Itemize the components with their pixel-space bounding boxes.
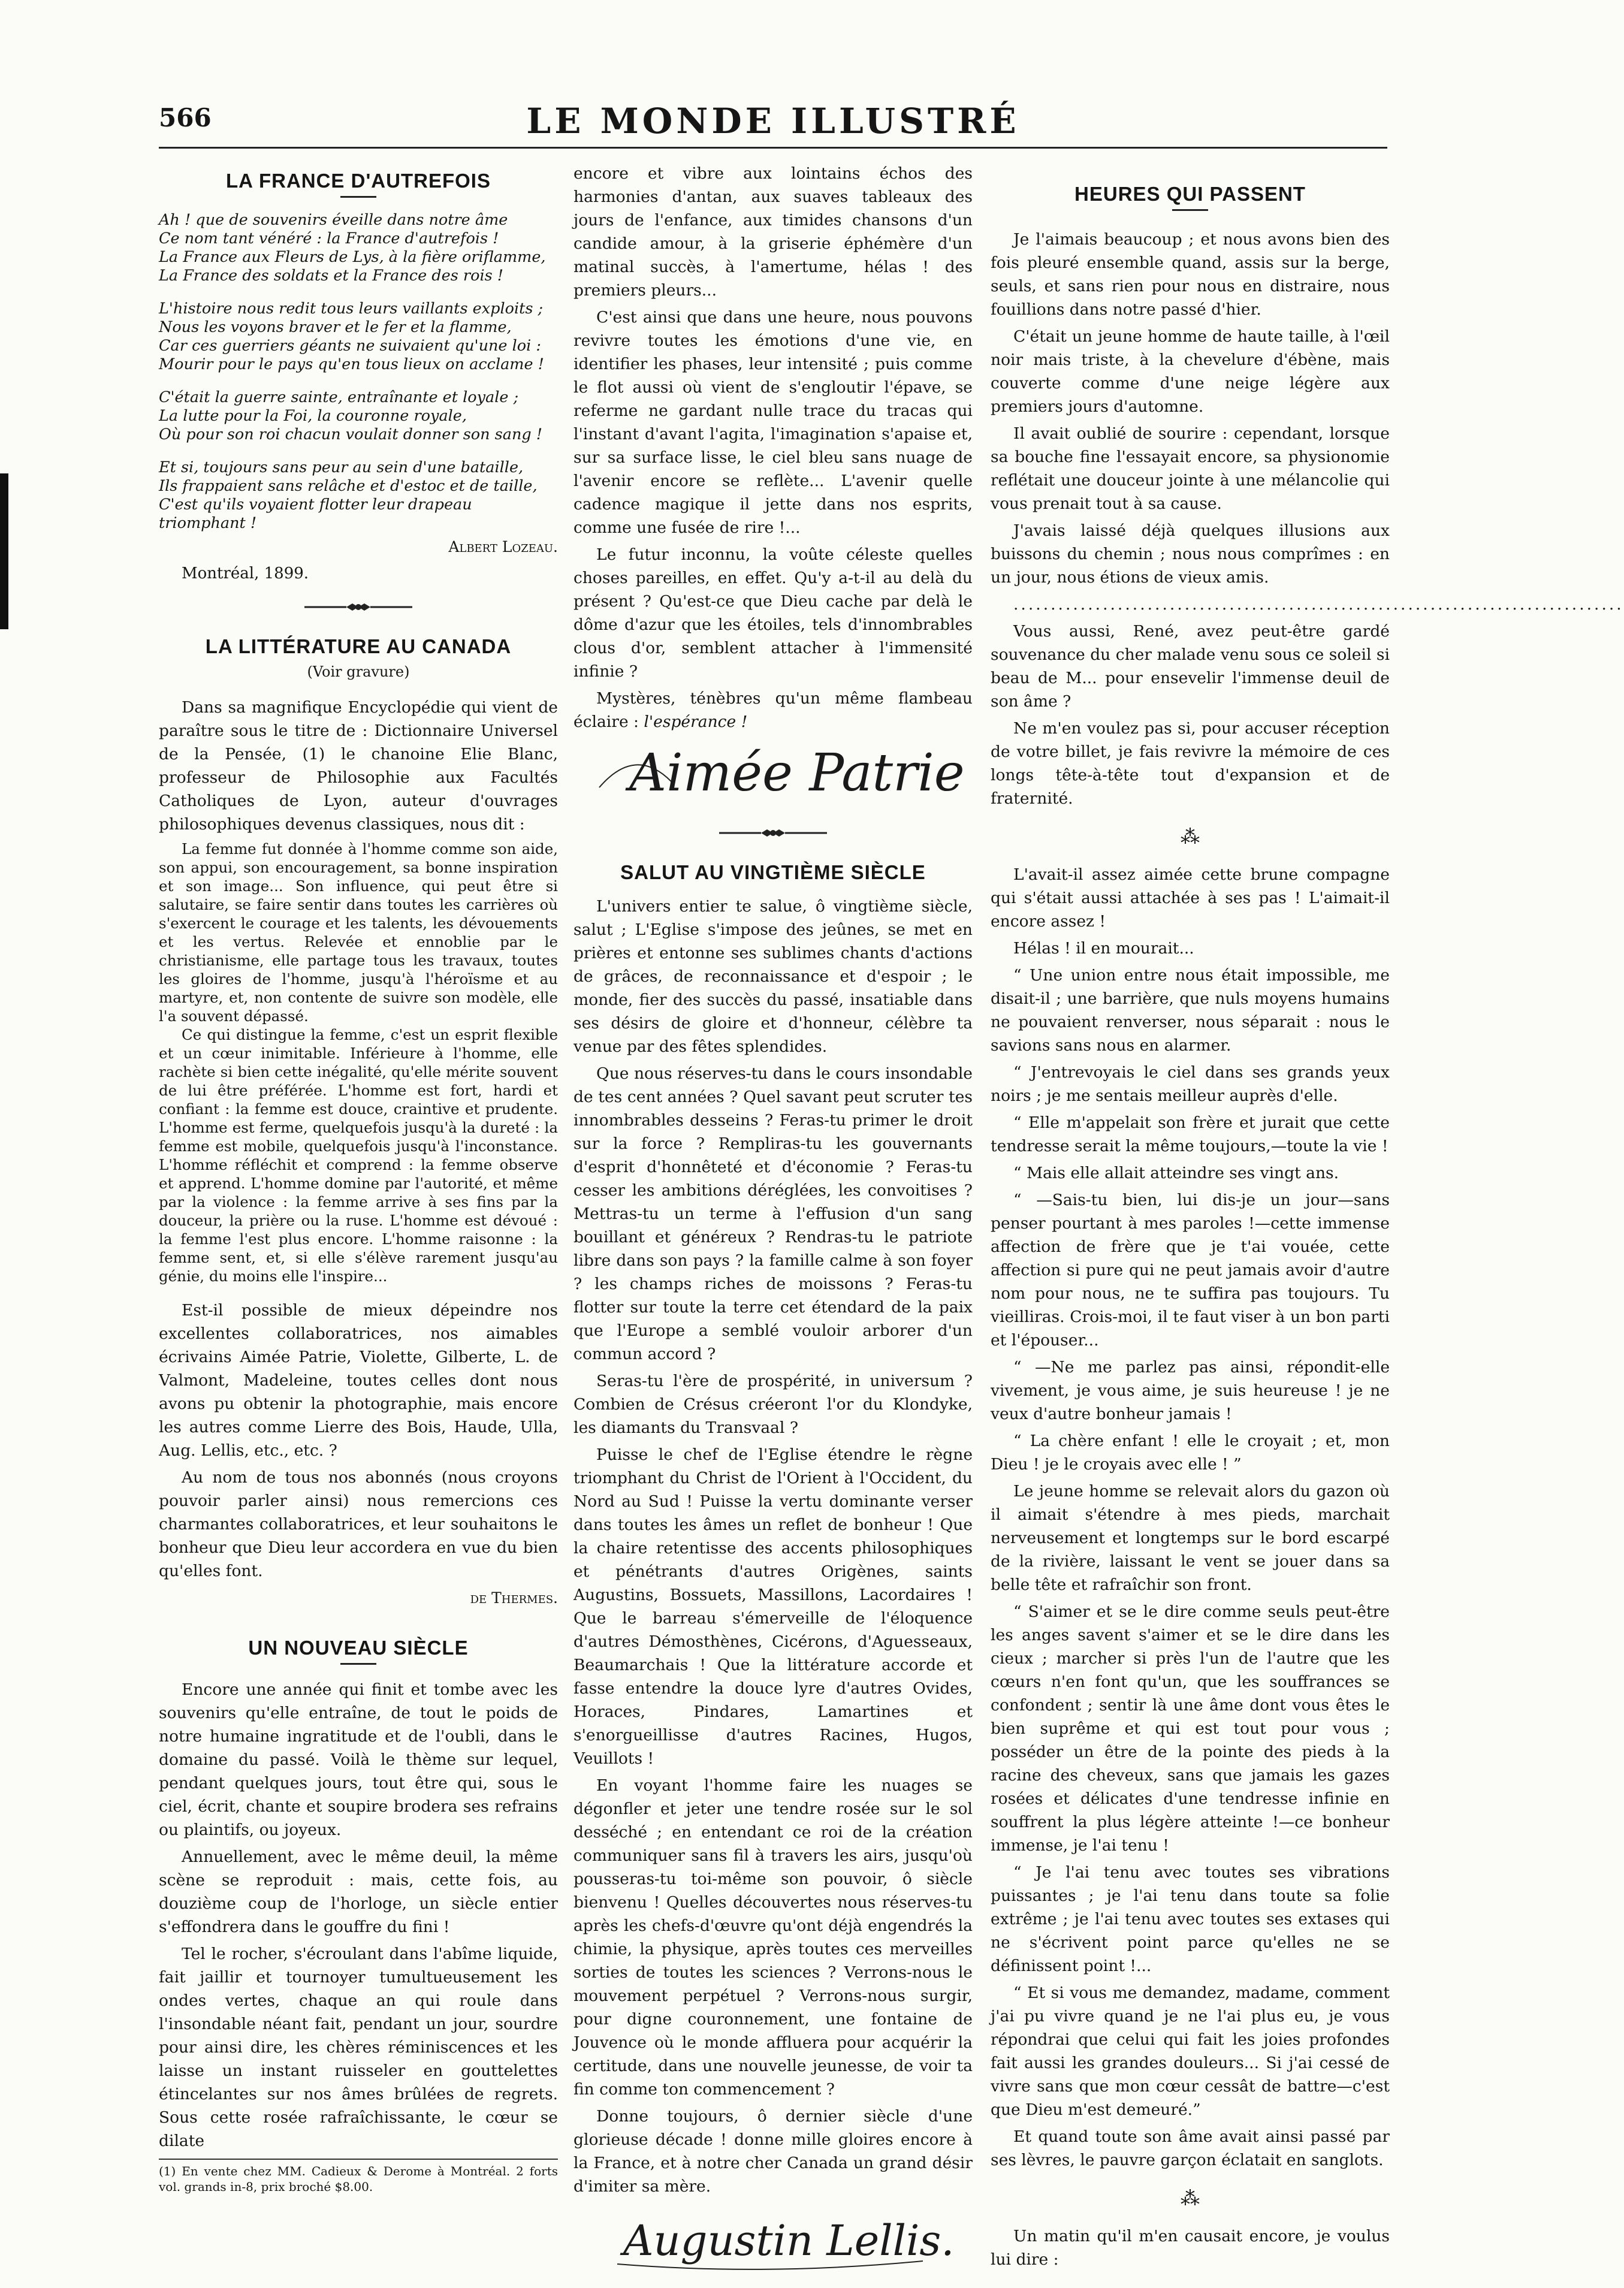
column-3 — [991, 162, 1624, 2275]
heures-paragraph: Hélas ! il en mourait... — [1013, 939, 1194, 958]
poem-author: Albert Lozeau. — [448, 538, 558, 556]
salut-paragraph: En voyant l'homme faire les nuages se dégonfler et jeter une tendre rosée sur le sol desséché ; en entendant ce roi de la création communiquer sans fil à travers les airs, jusqu'où pousseras-tu toi-même son pouvoir, ô siècle bienvenu ! Quelles découvertes nous réserves-tu après les chefs-d'œuvre qu'ont déjà engendrés la chimie, la physique, après toutes ces merveilles sorties de toutes les sciences ? Verrons-nous le mouvement perpétuel ? Verrons-nous surgir, pour digne couronnement, une fontaine de Jouvence où le monde affluera pour acquérir la certitude, dans une nouvelle jeunesse, de voir ta fin comme ton commencement ? — [573, 1776, 973, 2099]
poem-line: Car ces guerriers géants ne suivaient qu'une loi : — [159, 337, 541, 355]
poem-line: La France des soldats et la France des rois ! — [159, 267, 504, 285]
asterism: ⁂ — [1181, 2187, 1200, 2209]
poem-line: Où pour son roi chacun voulait donner son sang ! — [159, 425, 543, 443]
poem-stanza-3 — [159, 388, 558, 444]
poem-title: LA FRANCE D'AUTREFOIS — [226, 170, 491, 192]
poem-line: Ce nom tant vénéré : la France d'autrefois ! — [159, 230, 499, 247]
ornament-divider — [159, 601, 558, 619]
poem-line: Et si, toujours sans peur au sein d'une bataille, — [159, 458, 524, 476]
ornament-divider — [573, 827, 973, 845]
closing-text: Mystères, ténèbres qu'un même flambeau éclaire : — [573, 689, 973, 731]
encyclopedia-quote — [159, 840, 558, 1285]
new-century-title: UN NOUVEAU SIÈCLE — [248, 1637, 469, 1659]
heures-paragraph: L'avait-il assez aimée cette brune compagne qui s'était aussi attachée à ses pas ! L'aimait-il encore assez ! — [991, 865, 1390, 931]
closing-emphasis: l'espérance ! — [644, 713, 748, 731]
poem-stanza-4 — [159, 458, 558, 533]
title-rule — [1172, 209, 1208, 211]
poem-line: Ah ! que de souvenirs éveille dans notre âme — [159, 211, 508, 229]
heures-paragraph: “ Et si vous me demandez, madame, comment j'ai pu vivre quand je ne l'ai plus eu, je vous répondrai que celui qui fait les joies profondes fait aussi les grandes douleurs... Si j'ai cessé de vivre sans que mon cœur cessât de battre—c'est que Dieu m'est demeuré.” — [991, 1984, 1390, 2119]
heures-paragraph: “ La chère enfant ! elle le croyait ; et, mon Dieu ! je le croyais avec elle ! ” — [991, 1432, 1390, 1474]
heures-title: HEURES QUI PASSENT — [1074, 183, 1306, 205]
poem-line: Nous les voyons braver et le fer et la flamme, — [159, 318, 512, 336]
dotted-separator: .................................................................................. — [1013, 595, 1624, 614]
heures-paragraph: Il avait oublié de sourire : cependant, lorsque sa bouche fine l'essayait encore, sa physionomie reflétait une douceur jointe à une mélancolie qui vous prenait tout à sa cause. — [991, 424, 1390, 513]
scan-edge-mark — [0, 473, 8, 629]
poem-line: L'histoire nous redit tous leurs vaillants exploits ; — [159, 300, 544, 318]
footnote-text: (1) En vente chez MM. Cadieux & Derome à Montréal. 2 forts vol. grands in-8, prix broché $8.00. — [159, 2164, 558, 2194]
heures-paragraph: Un matin qu'il m'en causait encore, je voulus lui dire : — [991, 2227, 1390, 2269]
new-century-paragraph: Encore une année qui finit et tombe avec les souvenirs qu'elle entraîne, de tout le poids de notre humaine ingratitude et de l'oubli, dans le domaine du passé. Voilà le thème sur lequel, pendant quelques jours, tout être qui, sous le ciel, écrit, chante et soupire brodera ses refrains ou plaintifs, ou joyeux. — [159, 1680, 558, 1839]
poem-stanza-1 — [159, 211, 558, 285]
heures-paragraph: “ —Sais-tu bien, lui dis-je un jour—sans penser pourtant à mes paroles !—cette immense affection de frère que je t'ai vouée, cette affection si pure qui ne peut jamais avoir d'autre nom pour nous, ne te suffira pas toujours. Tu vieilliras. Crois-moi, il te faut viser à un bon parti et l'épouser... — [991, 1191, 1390, 1350]
masthead: LE MONDE ILLUSTRÉ — [526, 101, 1020, 141]
literature-paragraph: Est-il possible de mieux dépeindre nos excellentes collaboratrices, nos aimables écrivains Aimée Patrie, Violette, Gilberte, L. de Valmont, Madeleine, toutes celles dont nous avons pu obtenir la photographie, mais encore les autres comme Lierre des Bois, Haude, Ulla, Aug. Lellis, etc., etc. ? — [159, 1301, 558, 1460]
heures-paragraph: J'avais laissé déjà quelques illusions aux buissons du chemin ; nous nous comprîmes : en un jour, nous étions de vieux amis. — [991, 521, 1390, 587]
continued-paragraph — [573, 687, 973, 734]
column-1 — [159, 162, 558, 2195]
literature-title: LA LITTÉRATURE AU CANADA — [205, 635, 512, 657]
heures-paragraph: “ —Ne me parlez pas ainsi, répondit-elle vivement, je vous aime, je suis heureuse ! je ne veux d'autre bonheur jamais ! — [991, 1358, 1390, 1423]
page-header — [159, 101, 1387, 143]
salut-paragraph: Seras-tu l'ère de prospérité, in universum ? Combien de Crésus créeront l'or du Klondyke, les diamants du Transvaal ? — [573, 1372, 973, 1437]
poem-line: C'était la guerre sainte, entraînante et loyale ; — [159, 388, 519, 406]
signature-text: Augustin Lellis. — [623, 2216, 955, 2265]
quote-paragraph: La femme fut donnée à l'homme comme son aide, son appui, son encouragement, sa bonne inspiration et son image... Son influence, qui peut être si salutaire, se faire sentir dans toutes les carrières où s'exercent le courage et les talents, les dévouements et les vertus. Relevée et ennoblie par le christianisme, elle partage tous les travaux, toutes les gloires de l'homme, jusqu'à l'héroïsme et au martyre, et, non contente de suivre son modèle, elle l'a souvent dépassé. — [159, 840, 558, 1025]
literature-subtitle: (Voir gravure) — [307, 663, 410, 680]
poem-line: La France aux Fleurs de Lys, à la fière oriflamme, — [159, 248, 546, 266]
heures-paragraph: “ Je l'ai tenu avec toutes ses vibrations puissantes ; je l'ai tenu dans toute sa folie extrême ; je l'ai tenu avec toutes ses extases qui ne s'écrivent point parce qu'elles ne se définissent point !... — [991, 1863, 1390, 1975]
salut-paragraph: Que nous réserves-tu dans le cours insondable de tes cent années ? Quel savant peut scruter tes innombrables desseins ? Feras-tu primer le droit sur la force ? Rempliras-tu les gouvernants d'esprit d'honnêteté et d'économie ? Feras-tu cesser les ambitions déréglées, les convoitises ? Mettras-tu un terme à l'effusion d'un sang bouillant et généreux ? Rendras-tu le patriote libre dans son pays ? la famille calme à son foyer ? les champs riches de moissons ? Feras-tu flotter sur toute la terre cet étendard de la paix que l'Europe a semblé vouloir arborer d'un commun accord ? — [573, 1064, 973, 1363]
title-rule — [340, 196, 376, 198]
salut-paragraph: L'univers entier te salue, ô vingtième siècle, salut ; L'Eglise s'impose des jeûnes, se met en prières et entonne ses sublimes chants d'actions de grâces, de reconnaissance et d'espoir ; le monde, fier des succès du passé, insatiable dans ses désirs de gloire et d'honneur, célèbre ta venue par des fêtes splendides. — [573, 897, 973, 1056]
heures-paragraph: C'était un jeune homme de haute taille, à l'œil noir mais triste, à la chevelure d'ébène, mais couverte comme d'une neige légère aux premiers jours d'automne. — [991, 327, 1390, 416]
column-2 — [573, 162, 973, 2288]
title-rule — [340, 1663, 376, 1665]
heures-paragraph: “ J'entrevoyais le ciel dans ses grands yeux noirs ; je me sentais meilleur auprès d'elle. — [991, 1063, 1390, 1105]
heures-paragraph: Je l'aimais beaucoup ; et nous avons bien des fois pleuré ensemble quand, assis sur la berge, seuls, et sans rien pour nous en distraire, nous fouillions dans notre passé d'hier. — [991, 230, 1390, 319]
header-rule — [159, 147, 1387, 149]
signature-augustin-lellis — [587, 2204, 959, 2282]
poem-dateline: Montréal, 1899. — [182, 565, 309, 582]
salut-paragraph: Donne toujours, ô dernier siècle d'une glorieuse décade ! donne mille gloires encore à la France, et à notre cher Canada un grand désir d'imiter sa mère. — [573, 2107, 973, 2196]
footnote — [159, 2159, 558, 2195]
heures-paragraph: Vous aussi, René, avez peut-être gardé souvenance du cher malade venu sous ce soleil si beau de M... pour ensevelir l'immense deuil de son âme ? — [991, 622, 1390, 711]
quote-paragraph: Ce qui distingue la femme, c'est un esprit flexible et un cœur inimitable. Inférieure à l'homme, elle rachète si bien cette inégalité, qu'elle mérite souvent de lui être préférée. L'homme est fort, hardi et confiant : la femme est douce, craintive et prudente. L'homme est ferme, quelquefois jusqu'à la dureté : la femme est mobile, quelquefois jusqu'à l'inconstance. L'homme réfléchit et comprend : la femme observe et apprend. L'homme domine par l'autorité, et même par la violence : la femme arrive à ses fins par la douceur, la prière ou la ruse. L'homme est dévoué : la femme l'est plus encore. L'homme raisonne : la femme sent, et, si elle s'élève rarement jusqu'au génie, du moins elle l'inspire... — [159, 1026, 558, 1285]
new-century-paragraph: Tel le rocher, s'écroulant dans l'abîme liquide, fait jaillir et tournoyer tumultueusement les ondes vertes, chaque an qui roule dans l'insondable néant fait, pendant un jour, sourdre pour ainsi dire, les chères réminiscences et les laisse un instant ruisseler en gouttelettes étincelantes sur nos âmes brûlées de regrets. Sous cette rosée rafraîchissante, le cœur se dilate — [159, 1945, 558, 2150]
new-century-paragraph: Annuellement, avec le même deuil, la même scène se reproduit : mais, cette fois, au douzième coup de l'horloge, un siècle entier s'effondrera dans le gouffre du fini ! — [159, 1848, 558, 1936]
heures-paragraph: “ S'aimer et se le dire comme seuls peut-être les anges savent s'aimer et se le dire dans les cieux ; marcher si près l'un de l'autre que les cœurs n'en font qu'un, que les souffrances se confondent ; sentir là une âme dont vous êtes le bien suprême et qui est tout pour vous ; posséder un être de la pointe des pieds à la racine des cheveux, sans que jamais les gazes rosées et délicates d'une tendresse infinie en souffrent la plus légère atteinte !—ce bonheur immense, je l'ai tenu ! — [991, 1602, 1390, 1855]
salut-title: SALUT AU VINGTIÈME SIÈCLE — [620, 861, 926, 883]
poem-stanza-2 — [159, 300, 558, 374]
heures-paragraph: “ Mais elle allait atteindre ses vingt ans. — [1013, 1164, 1339, 1182]
heures-paragraph: Ne m'en voulez pas si, pour accuser réception de votre billet, je fais revivre la mémoire de ces longs tête-à-tête tout d'expansion et de fraternité. — [991, 719, 1390, 808]
poem-line: C'est qu'ils voyaient flotter leur drapeau triomphant ! — [159, 496, 472, 532]
signature-text: Aimée Patrie — [629, 743, 965, 803]
heures-paragraph: Le jeune homme se relevait alors du gazon où il aimait s'étendre à mes pieds, marchait nerveusement et longtemps sur le bord escarpé de la rivière, laissant le vent se jouer dans sa belle tête et rafraîchir son front. — [991, 1482, 1390, 1594]
asterism: ⁂ — [1181, 825, 1200, 848]
poem-line: La lutte pour la Foi, la couronne royale, — [159, 407, 467, 425]
heures-paragraph: “ Elle m'appelait son frère et jurait que cette tendresse serait la même toujours,—toute la vie ! — [991, 1113, 1390, 1155]
continued-paragraph: C'est ainsi que dans une heure, nous pouvons revivre toutes les émotions d'une vie, en identifier les phases, leur intensité ; puis comme le flot aussi où vient de s'engloutir l'épave, se referme ne gardant nulle trace du tracas qui l'instant d'avant l'agita, l'imagination s'apaise et, sur sa surface lisse, le ciel bleu sans nuage de l'avenir encore se reflète... L'avenir quelle cadence magique il jette dans nos esprits, comme une fusée de rire !... — [573, 308, 973, 537]
continued-paragraph: Le futur inconnu, la voûte céleste quelles choses pareilles, en effet. Qu'y a-t-il au delà du présent ? Qu'est-ce que Dieu cache par delà le dôme d'azur que les étoiles, tels d'innombrables clous d'or, semblent attacher à l'immensité infinie ? — [573, 545, 973, 681]
heures-paragraph: Et quand toute son âme avait ainsi passé par ses lèvres, le pauvre garçon éclatait en sanglots. — [991, 2127, 1390, 2169]
literature-paragraph: Dans sa magnifique Encyclopédie qui vient de paraître sous le titre de : Dictionnaire Universel de la Pensée, (1) le chanoine Elie Blanc, professeur de Philosophie aux Facultés Catholiques de Lyon, auteur d'ouvrages philosophiques devenus classiques, nous dit : — [159, 698, 558, 834]
salut-paragraph: Puisse le chef de l'Eglise étendre le règne triomphant du Christ de l'Orient à l'Occident, du Nord au Sud ! Puisse la vertu dominante verser dans toutes les âmes un reflet de bonheur ! Que la chaire retentisse des accents philosophiques et pénétrants d'autres Origènes, saints Augustins, Bossuets, Massillons, Lacordaires ! Que le barreau s'émerveille de l'éloquence d'autres Démosthènes, Cicérons, d'Aguesseaux, Beaumarchais ! Que la littérature accorde et fasse entendre la douce lyre d'autres Ovides, Horaces, Pindares, Lamartines et s'enorgueillisse d'autres Racines, Hugos, Veuillots ! — [573, 1445, 973, 1768]
poem-line: Mourir pour le pays qu'en tous lieux on acclame ! — [159, 355, 544, 373]
page-number: 566 — [159, 103, 212, 132]
literature-author: de Thermes. — [470, 1589, 558, 1607]
literature-paragraph: Au nom de tous nos abonnés (nous croyons pouvoir parler ainsi) nous remercions ces charmantes collaboratrices, et leur souhaitons le bonheur que Dieu leur accordera en vue du bien qu'elles font. — [159, 1468, 558, 1580]
continued-paragraph: encore et vibre aux lointains échos des harmonies d'antan, aux suaves tableaux des jours de l'enfance, aux timides chansons d'un candide amour, à la griserie éphémère d'un matinal succès, à l'amertume, hélas ! des premiers pleurs... — [573, 164, 973, 300]
poem-line: Ils frappaient sans relâche et d'estoc et de taille, — [159, 477, 538, 495]
heures-paragraph: “ Une union entre nous était impossible, me disait-il ; une barrière, que nuls moyens humains ne pouvaient renverser, nous séparait : nous le savions sans nous en alarmer. — [991, 966, 1390, 1055]
signature-aimee-patrie — [587, 739, 965, 811]
